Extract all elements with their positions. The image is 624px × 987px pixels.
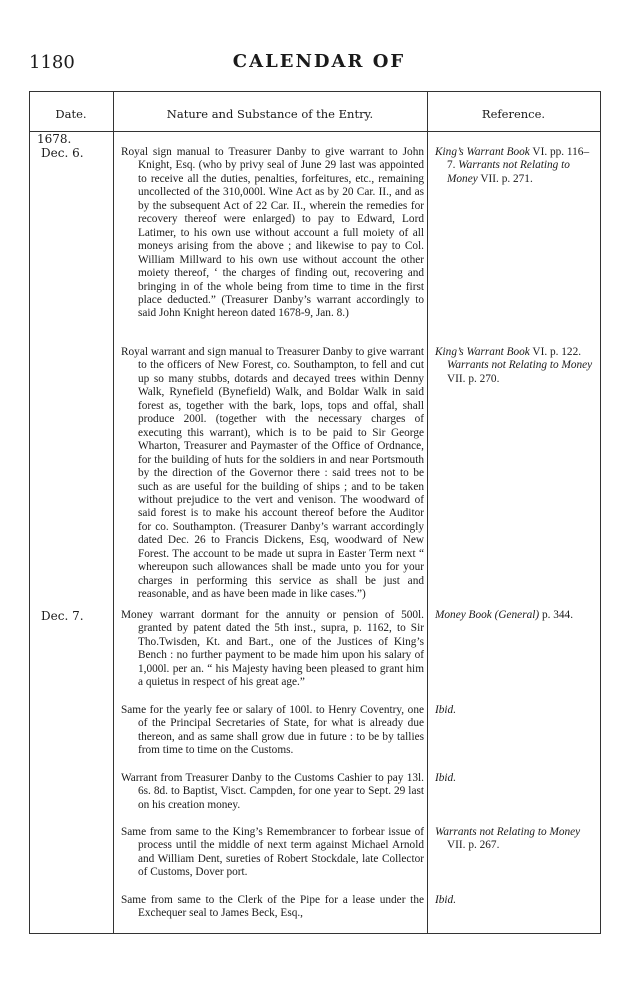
entry-text: Same for the yearly fee or salary of 100l. to Henry Coventry, one of the Principal Secretaries of State, for what is already due thereon, and as same shall grow due in future : to be by tallies from time to time on the Customs. <box>121 704 424 757</box>
calendar-table <box>29 91 601 933</box>
entry-text: Royal warrant and sign manual to Treasurer Danby to give warrant to the officers of New Forest, co. Southampton, to fell and cut up so many stubbs, dotards and decayed trees within Denny Walk, Rynefield (Bynefield) Walk, and Boldar Walk in said forest as, together with the bark, lops, tops and offal, shall produce 200l. (together with the necessary charges of executing this warrant), which is to be paid to Sir George Wharton, Treasurer and Paymaster of the Office of Ordnance, for the building of huts for the soldiers in and near Portsmouth by the direction of the Governor there : said trees not to be such as are useful for the building of ships ; and to be taken without prejudice to the vert and venison. The woodward of said forest is to make his account thereof before the Auditor for co. Southampton. (Treasurer Danby’s warrant accordingly dated Dec. 26 to Francis Dickens, Esq, woodward of New Forest. The account to be made ut supra in Easter Term next “ whereupon such allowances shall be made unto you for your charges in performing this service as shall be just and reasonable, and as have been made in like cases.”) <box>121 346 424 601</box>
reference-detail-second: VII. p. 271. <box>477 172 533 185</box>
reference-book: Ibid. <box>435 704 457 716</box>
reference-book: King’s Warrant Book <box>435 146 530 158</box>
entry-text: Same from same to the Clerk of the Pipe for a lease under the Exchequer seal to James Beck, Esq., <box>121 894 424 920</box>
reference-book: Warrants not Relating to Money <box>435 826 581 838</box>
reference-detail: p. 344. <box>539 609 574 621</box>
entry-reference <box>435 704 597 717</box>
reference-book-second: Warrants not Relating to Money <box>447 159 570 185</box>
reference-book: Money Book (General) <box>435 609 540 621</box>
reference-book-second: Warrants not Relating to Money <box>447 359 593 372</box>
entry-date: Dec. 7. <box>41 609 84 623</box>
entry-reference <box>435 772 597 785</box>
year-label: 1678. <box>37 132 72 146</box>
entry-text: Warrant from Treasurer Danby to the Customs Cashier to pay 13l. 6s. 8d. to Baptist, Visct. Campden, for one year to Sept. 29 last on his creation money. <box>121 772 424 811</box>
table-bottom-rule <box>29 933 601 934</box>
entry-reference <box>435 609 597 622</box>
page-number: 1180 <box>29 52 75 73</box>
reference-detail-second: VII. p. 270. <box>447 372 500 385</box>
date-column-header: Date. <box>55 107 87 121</box>
entry-text: Same from same to the King’s Remembrancer to forbear issue of process until the middle of next term against Michael Arnold and William Dent, sureties of Robert Stockdale, late Collector of Customs, Dover port. <box>121 826 424 879</box>
entry-reference <box>435 146 597 186</box>
nature-column-header: Nature and Substance of the Entry. <box>166 107 374 121</box>
running-title: CALENDAR OF <box>232 51 406 72</box>
entry-reference <box>435 894 597 907</box>
date-column-rule <box>113 91 114 933</box>
reference-detail: VI. p. 122. <box>529 346 582 358</box>
entry-date: Dec. 6. <box>41 146 84 160</box>
entry-text: Royal sign manual to Treasurer Danby to give warrant to John Knight, Esq. (who by privy seal of June 29 last was appointed to receive all the duties, penalties, forfeitures, etc., remaining uncollected of the 310,000l. Wine Act as by 20 Car. II., and as by the subsequent Act of 22 Car. II., wherein the remedies for recovery thereof were enlarged) to pay to Edward, Lord Latimer, to his own use without account a full moiety of all moneys arising from the above ; and likewise to pay to Col. William Millward to his own use without account the other moiety thereof, ‘ the charges of finding out, recovering and bringing in of the whole being from time to time in the first place deducted.” (Treasurer Danby’s warrant accordingly to said John Knight hereon dated 1678-9, Jan. 8.) <box>121 146 424 320</box>
table-top-rule <box>29 91 601 92</box>
entry-text: Money warrant dormant for the annuity or pension of 500l. granted by patent dated the 5th inst., supra, p. 1162, to Sir Tho.Twisden, Kt. and Bart., one of the Justices of King’s Bench : no further payment to be made him upon his salary of 1,000l. per an. “ his Majesty having been pleased to grant him a quietus in respect of his great age.” <box>121 609 424 689</box>
reference-book: Ibid. <box>435 772 457 784</box>
table-left-rule <box>29 91 30 933</box>
table-right-rule <box>600 91 601 933</box>
entry-reference <box>435 346 597 386</box>
table-header-rule <box>29 131 601 132</box>
reference-column-rule <box>427 91 428 933</box>
reference-book: King’s Warrant Book <box>435 346 530 358</box>
reference-detail: VI. pp. 116–7. <box>447 146 590 172</box>
reference-book: Ibid. <box>435 894 457 906</box>
reference-column-header: Reference. <box>481 107 546 121</box>
reference-detail: VII. p. 267. <box>447 839 500 852</box>
entry-reference <box>435 826 597 853</box>
